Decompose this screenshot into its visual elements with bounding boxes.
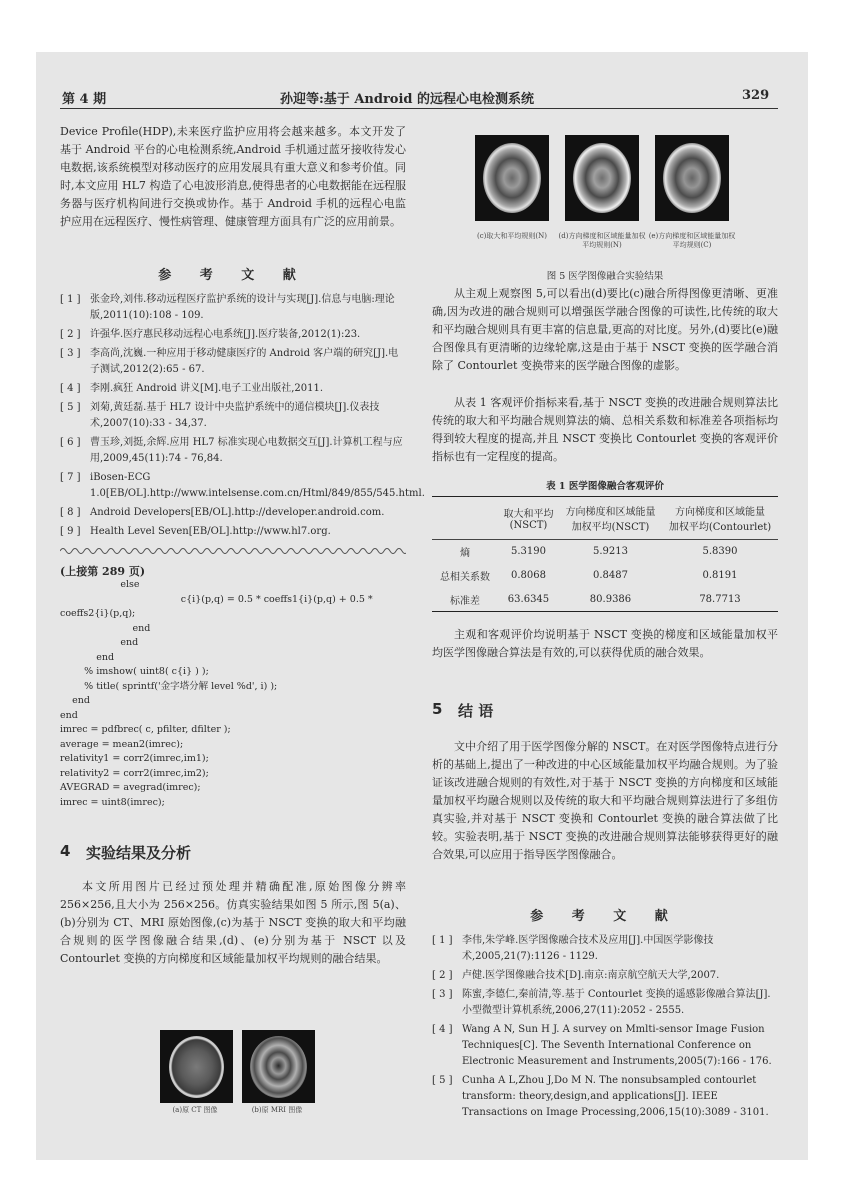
fig-b-caption: (b)原 MRI 图像 (251, 1106, 303, 1114)
reference-text: 刘菊,黄廷磊.基于 HL7 设计中央监护系统中的通信模块[J].仪表技术,2007(10):33 - 34,37. (90, 402, 380, 429)
table-cell: 5.8390 (702, 545, 738, 557)
table-header-row (432, 497, 778, 539)
reference-text: Cunha A L,Zhou J,Do M N. The nonsubsampled contourlet transform: theory,design,and applications[J]. IEEE Transactions on Image Processing,2006,15(10):3089 - 3101. (462, 1075, 769, 1118)
reference-item (432, 987, 778, 1019)
table-cell-label: 熵 (460, 547, 470, 559)
page-number: 329 (742, 88, 770, 103)
section-4-title: 实验结果及分析 (86, 844, 192, 862)
conclusion-paragraph: 文中介绍了用于医学图像分解的 NSCT。在对医学图像特点进行分析的基础上,提出了一种改进的中心区域能量加权平均融合规则。为了验证该改进融合规则的有效性,对于基于 NSCT 变换的方向梯度和区域能量加权平均融合规则以及传统的取大和平均融合规则算法进行了多组仿真实验,并对基于 NSCT 变换和 Contourlet 变换的融合算法做了比较。实验表明,基于 NSCT 变换的改进融合规则算法能够获得更好的融合效果,可以应用于指导医学图像融合。 (432, 740, 778, 861)
reference-item (60, 524, 406, 540)
reference-text: 卢健.医学图像融合技术[D].南京:南京航空航天大学,2007. (462, 970, 720, 981)
fig-e-caption: (e)方向梯度和区域能量加权平均规则(C) (648, 232, 736, 249)
reference-item (60, 435, 406, 467)
ct-image (160, 1030, 233, 1103)
reference-number: [ 2 ] (60, 329, 81, 340)
reference-text: 陈蜜,李德仁,秦前清,等.基于 Contourlet 变换的遥感影像融合算法[J].小型微型计算机系统,2006,27(11):2052 - 2555. (462, 989, 771, 1016)
reference-text: 李刚.疯狂 Android 讲义[M].电子工业出版社,2011. (90, 383, 324, 394)
table-header-col2: 方向梯度和区域能量 加权平均(NSCT) (565, 506, 656, 533)
fig-d-caption: (d)方向梯度和区域能量加权平均规则(N) (558, 232, 646, 249)
reference-item (432, 968, 778, 984)
reference-number: [ 1 ] (432, 935, 453, 946)
section-5-title: 结 语 (458, 702, 494, 720)
references-title: 参 考 文 献 (158, 268, 308, 283)
table-cell: 5.3190 (510, 545, 546, 557)
figure-5-title: 图 5 医学图像融合实验结果 (546, 271, 664, 282)
running-title: 孙迎等:基于 Android 的远程心电检测系统 (280, 92, 535, 107)
mri-image (242, 1030, 315, 1103)
section-4-number: 4 (60, 842, 71, 860)
reference-number: [ 9 ] (60, 526, 81, 537)
reference-number: [ 3 ] (60, 348, 81, 359)
reference-number: [ 5 ] (432, 1075, 453, 1086)
reference-item (60, 327, 406, 343)
reference-number: [ 3 ] (432, 989, 453, 1000)
continued-note: (上接第 289 页) (60, 565, 146, 578)
analysis-paragraph-2: 从表 1 客观评价指标来看,基于 NSCT 变换的改进融合规则算法比传统的取大和平均融合规则算法的熵、总相关系数和标准差各项指标均得到较大程度的提高,并且 NSCT 变换比 Contourlet 变换的客观评价指标也有一定程度的提高。 (432, 396, 778, 463)
reference-item (432, 933, 778, 965)
fig-c-caption: (c)取大和平均规则(N) (477, 232, 547, 240)
reference-text: 李高尚,沈巍.一种应用于移动健康医疗的 Android 客户端的研究[J].电子测试,2012(2):65 - 67. (90, 348, 399, 375)
reference-number: [ 2 ] (432, 970, 453, 981)
fusion-image-d (565, 135, 639, 221)
fusion-image-c (475, 135, 549, 221)
reference-item (60, 381, 406, 397)
reference-text: Health Level Seven[EB/OL].http://www.hl7.org. (90, 526, 331, 537)
reference-item (60, 292, 406, 324)
reference-text: 许强华.医疗惠民移动远程心电系统[J].医疗装备,2012(1):23. (90, 329, 361, 340)
references-title-right: 参 考 文 献 (530, 909, 680, 924)
reference-text: Android Developers[EB/OL].http://developer.android.com. (90, 507, 385, 518)
section-5-number: 5 (432, 700, 443, 718)
reference-number: [ 6 ] (60, 437, 81, 448)
reference-number: [ 8 ] (60, 507, 81, 518)
table-header-col3: 方向梯度和区域能量 加权平均(Contourlet) (668, 506, 772, 533)
reference-number: [ 7 ] (60, 472, 81, 483)
table-cell: 63.6345 (507, 593, 550, 605)
reference-item (60, 400, 406, 432)
reference-number: [ 1 ] (60, 294, 81, 305)
intro-paragraph: Device Profile(HDP),未来医疗监护应用将会越来越多。本文开发了基于 Android 平台的心电检测系统,Android 手机通过蓝牙接收待发心电数据,该系统模型对移动医疗的应用发展具有重大意义和参考价值。同时,本文应用 HL7 构造了心电波形消息,使得患者的心电数据能在远程服务器与医疗机构间进行交换或协作。基于 Android 手机的远程心电监护应用在远程医疗、慢性病管理、健康管理方面具有广泛的应用前景。 (60, 125, 406, 228)
matlab-code-block: else c{i}(p,q) = 0.5 * coeffs1{i}(p,q) + 0.5 * coeffs2{i}(p,q); end end end % imshow( uint8( c{i} ) ); % title( sprintf('金字塔分解 level %d', i) ); end end imrec = pdfbrec( c, pfilter, dfilter ); average = mean2(imrec); relativity1 = corr2(imrec,im1); relativity2 = corr2(imrec,im2); AVEGRAD = avegrad(imrec); imrec = uint8(imrec); (60, 579, 373, 808)
table-cell: 0.8068 (510, 569, 546, 581)
conclusion-of-analysis: 主观和客观评价均说明基于 NSCT 变换的梯度和区域能量加权平均医学图像融合算法是有效的,可以获得优质的融合效果。 (432, 628, 778, 659)
reference-item (60, 346, 406, 378)
reference-number: [ 4 ] (432, 1024, 453, 1035)
fusion-image-e (655, 135, 729, 221)
table-cell-label: 总相关系数 (440, 571, 490, 583)
header-rule (60, 108, 778, 109)
reference-text: iBosen-ECG 1.0[EB/OL].http://www.intelsense.com.cn/Html/849/855/545.html. (90, 472, 425, 499)
table-row (432, 539, 778, 563)
reference-number: [ 5 ] (60, 402, 81, 413)
fig-a-caption: (a)原 CT 图像 (172, 1106, 218, 1114)
table-header-col1: 取大和平均 (NSCT) (503, 508, 554, 531)
table-cell: 0.8487 (592, 569, 628, 581)
section-4-paragraph: 本文所用图片已经过预处理并精确配准,原始图像分辨率 256×256,且大小为 256×256。仿真实验结果如图 5 所示,图 5(a)、(b)分别为 CT、MRI 原始图像,(c)为基于 NSCT 变换的取大和平均融合规则的医学图像融合结果,(d)、(e)分别为基于 NSCT 以及 Contourlet 变换的方向梯度和区域能量加权平均规则的融合结果。 (60, 880, 406, 965)
wavy-divider (60, 546, 406, 556)
reference-text: 张金玲,刘伟.移动远程医疗监护系统的设计与实现[J].信息与电脑:理论版,2011(10):108 - 109. (90, 294, 395, 321)
table-1-title: 表 1 医学图像融合客观评价 (546, 481, 664, 492)
analysis-paragraph-1: 从主观上观察图 5,可以看出(d)要比(c)融合所得图像更清晰、更准确,因为改进的融合规则可以增强医学融合图像的可读性,比传统的取大和平均融合规则具有更丰富的信息量,更高的对比度。另外,(d)要比(e)融合图像具有更清晰的边缘轮廓,这是由于基于 NSCT 变换的医学融合消除了 Contourlet 变换带来的医学融合图像的虚影。 (432, 287, 778, 372)
table-cell: 5.9213 (592, 545, 628, 557)
references-list-right (432, 933, 778, 1124)
reference-item (432, 1022, 778, 1070)
reference-text: 曹玉珍,刘挺,余辉.应用 HL7 标准实现心电数据交互[J].计算机工程与应用,2009,45(11):74 - 76,84. (90, 437, 403, 464)
issue-number: 第 4 期 (62, 92, 107, 107)
reference-item (432, 1073, 778, 1121)
table-cell: 78.7713 (699, 593, 741, 605)
reference-text: 李伟,朱学峰.医学图像融合技术及应用[J].中国医学影像技术,2005,21(7):1126 - 1129. (462, 935, 714, 962)
reference-text: Wang A N, Sun H J. A survey on Mmlti-sensor Image Fusion Techniques[C]. The Seventh International Conference on Electronic Measurement and Instruments,2005(7):166 - 176. (462, 1024, 772, 1067)
table-row (432, 563, 778, 587)
reference-item (60, 505, 406, 521)
references-list (60, 292, 425, 543)
reference-number: [ 4 ] (60, 383, 81, 394)
reference-item (60, 470, 425, 502)
table-cell: 0.8191 (702, 569, 738, 581)
table-header-blank (432, 497, 498, 539)
table-cell: 80.9386 (589, 593, 632, 605)
table-cell-label: 标准差 (450, 595, 480, 607)
evaluation-table (432, 496, 778, 612)
table-row (432, 587, 778, 611)
